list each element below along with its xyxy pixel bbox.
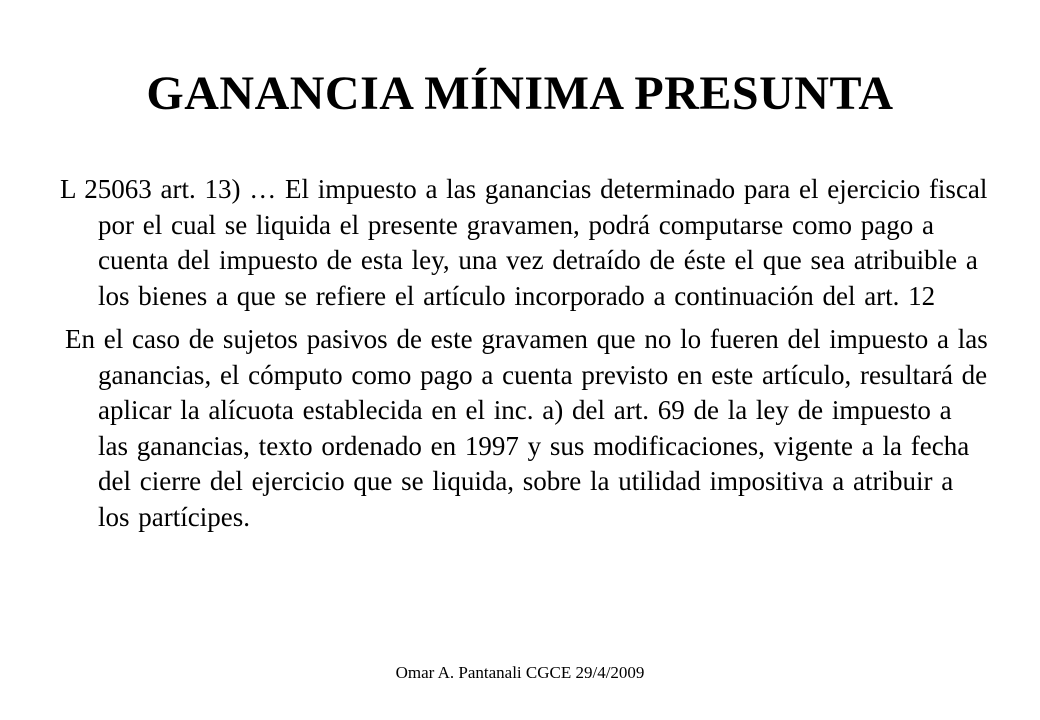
slide-title: GANANCIA MÍNIMA PRESUNTA [146,67,894,120]
paragraph-law-article: L 25063 art. 13) … El impuesto a las ganancias determinado para el ejercicio fiscal por el cual se liquida el presente gravamen, podrá computarse como pago a cuenta del impuesto de esta ley, una vez detraído de éste el que sea atribuible a los bienes a que se refiere el artículo incorporado a continuación del art. 12 [60,174,988,311]
slide-footer: Omar A. Pantanali CGCE 29/4/2009 [395,663,645,682]
slide-body [60,172,990,543]
paragraph-taxpayers-case: En el caso de sujetos pasivos de este gravamen que no lo fueren del impuesto a las ganancias, el cómputo como pago a cuenta previsto en este artículo, resultará de aplicar la alícuota establecida en el inc. a) del art. 69 de la ley de impuesto a las ganancias, texto ordenado en 1997 y sus modificaciones, vigente a la fecha del cierre del ejercicio que se liquida, sobre la utilidad impositiva a atribuir a los partícipes. [65,324,988,532]
